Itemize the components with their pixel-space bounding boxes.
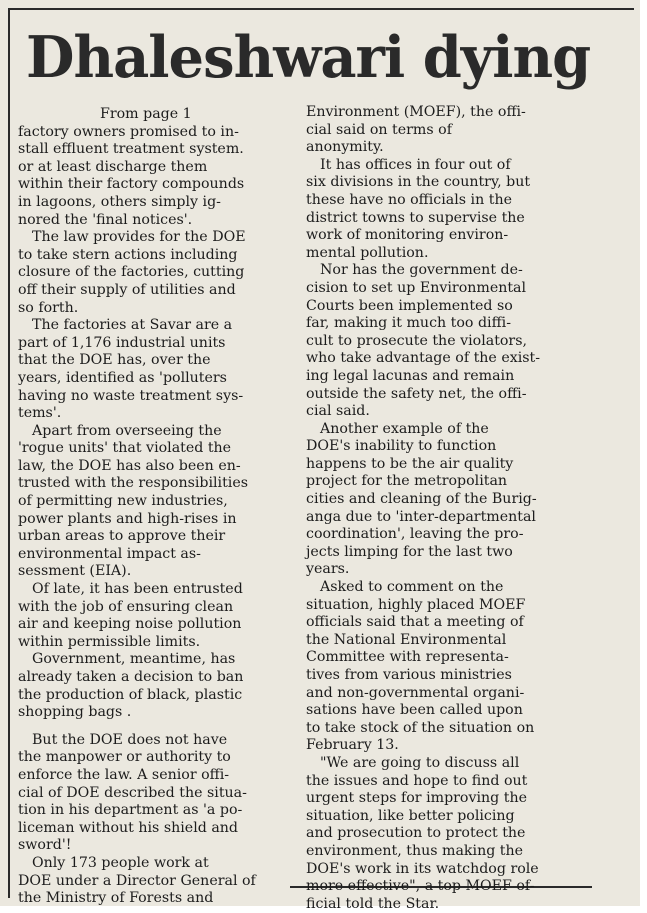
text-line: having no waste treatment sys-: [18, 387, 244, 404]
page-margin: [640, 0, 647, 906]
text-line: law, the DOE has also been en-: [18, 457, 241, 474]
text-line: coordination', leaving the pro-: [306, 526, 524, 543]
text-line: But the DOE does not have: [32, 731, 228, 748]
text-line: that the DOE has, over the: [18, 352, 211, 369]
text-line: the production of black, plastic: [18, 686, 243, 703]
text-line: Asked to comment on the: [320, 579, 504, 596]
left-rule: [8, 8, 10, 898]
text-line: with the job of ensuring clean: [18, 598, 234, 615]
text-line: The factories at Savar are a: [32, 317, 233, 334]
text-line: enforce the law. A senior offi-: [18, 766, 230, 783]
text-line: the Ministry of Forests and: [18, 890, 214, 907]
text-line: situation, like better policing: [306, 807, 515, 824]
text-line: the National Environmental: [306, 631, 507, 648]
text-line: tion in his department as 'a po-: [18, 802, 243, 819]
text-line: outside the safety net, the offi-: [306, 385, 527, 402]
text-line: years.: [306, 561, 350, 578]
text-line: anga due to 'inter-departmental: [306, 508, 536, 525]
text-line: within permissible limits.: [18, 633, 201, 650]
text-line: to take stern actions including: [18, 246, 238, 263]
continuation-kicker: From page 1: [100, 106, 192, 122]
top-rule: [8, 8, 634, 10]
text-line: air and keeping noise pollution: [18, 616, 242, 633]
text-line: cial of DOE described the situa-: [18, 784, 247, 801]
text-line: part of 1,176 industrial units: [18, 334, 226, 351]
text-line: Only 173 people work at: [32, 854, 209, 871]
article-column-1: [18, 106, 288, 908]
text-line: far, making it much too diffi-: [306, 315, 511, 332]
text-line: so forth.: [18, 299, 79, 316]
text-line: Environment (MOEF), the offi-: [306, 104, 526, 120]
text-line: trusted with the responsibilities: [18, 475, 249, 492]
text-line: the manpower or authority to: [18, 749, 231, 766]
text-line: in lagoons, others simply ig-: [18, 193, 221, 210]
text-line: cision to set up Environmental: [306, 279, 527, 296]
text-line: already taken a decision to ban: [18, 669, 244, 685]
text-line: shopping bags .: [18, 704, 132, 721]
text-line: DOE under a Director General of: [18, 872, 256, 889]
text-line: jects limping for the last two: [306, 543, 513, 560]
text-line: Courts been implemented so: [306, 297, 513, 314]
text-line: cial said on terms of: [306, 121, 452, 138]
text-line: Government, meantime, has: [32, 651, 236, 668]
text-line: Of late, it has been entrusted: [32, 581, 243, 598]
text-line: liceman without his shield and: [18, 819, 239, 836]
text-line: within their factory compounds: [18, 176, 245, 193]
text-line: of permitting new industries,: [18, 493, 228, 510]
text-line: district towns to supervise the: [306, 209, 525, 226]
text-line: cult to prosecute the violators,: [306, 332, 528, 349]
text-line: anonymity.: [306, 139, 384, 156]
text-line: mental pollution.: [306, 244, 429, 261]
text-line: factory owners promised to in-: [18, 123, 239, 140]
text-line: these have no officials in the: [306, 191, 512, 208]
text-line: Nor has the government de-: [320, 262, 523, 279]
text-line: Apart from overseeing the: [32, 422, 222, 439]
headline: Dhaleshwari dying: [26, 24, 591, 91]
text-line: work of monitoring environ-: [306, 227, 509, 244]
text-line: off their supply of utilities and: [18, 281, 236, 298]
text-line: tives from various ministries: [306, 667, 512, 683]
text-line: the issues and hope to find out: [306, 772, 528, 789]
text-line: Another example of the: [320, 420, 489, 437]
text-line: environmental impact as-: [18, 545, 201, 562]
text-line: sessment (EIA).: [18, 563, 132, 580]
text-line: It has offices in four out of: [320, 156, 511, 173]
text-line: who take advantage of the exist-: [306, 350, 541, 367]
text-line: ficial told the Star.: [306, 895, 440, 912]
text-line: officials said that a meeting of: [306, 614, 524, 631]
text-line: sations have been called upon: [306, 702, 523, 719]
text-line: years, identified as 'polluters: [18, 369, 227, 386]
text-line: February 13.: [306, 737, 399, 754]
text-line: The law provides for the DOE: [32, 229, 246, 246]
text-line: cities and cleaning of the Burig-: [306, 491, 537, 508]
text-line: six divisions in the country, but: [306, 174, 531, 191]
text-line: cial said.: [306, 403, 370, 420]
text-line: sword'!: [18, 837, 72, 854]
text-line: urban areas to approve their: [18, 528, 226, 545]
text-line: environment, thus making the: [306, 842, 524, 859]
text-line: happens to be the air quality: [306, 455, 514, 472]
text-line: to take stock of the situation on: [306, 719, 535, 736]
text-line: situation, highly placed MOEF: [306, 596, 526, 613]
text-line: more effective", a top MOEF of-: [306, 878, 535, 895]
text-line: closure of the factories, cutting: [18, 264, 245, 281]
article-column-2: [306, 104, 576, 913]
text-line: or at least discharge them: [18, 158, 208, 175]
text-line: nored the 'final notices'.: [18, 211, 193, 228]
paragraph-gap: [18, 722, 288, 732]
text-line: "We are going to discuss all: [320, 754, 520, 771]
text-line: DOE's inability to function: [306, 438, 497, 455]
text-line: stall effluent treatment system.: [18, 141, 244, 158]
text-line: urgent steps for improving the: [306, 790, 527, 807]
text-line: tems'.: [18, 405, 62, 422]
text-line: project for the metropolitan: [306, 473, 508, 490]
text-line: power plants and high-rises in: [18, 510, 237, 527]
text-line: Committee with representa-: [306, 649, 509, 666]
text-line: ing legal lacunas and remain: [306, 367, 515, 384]
text-line: and non-governmental organi-: [306, 684, 525, 701]
text-line: 'rogue units' that violated the: [18, 440, 232, 457]
text-line: and prosecution to protect the: [306, 825, 526, 842]
text-line: DOE's work in its watchdog role: [306, 860, 539, 877]
